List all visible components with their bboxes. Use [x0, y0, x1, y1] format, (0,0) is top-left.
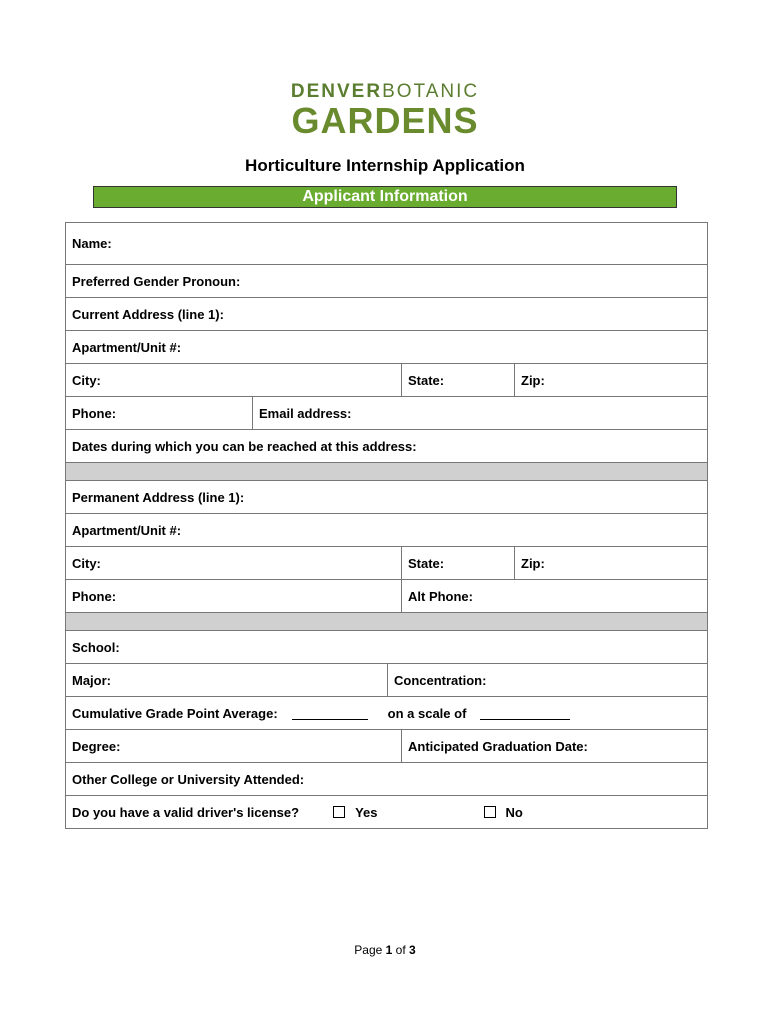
phone1-field[interactable]	[66, 397, 252, 429]
footer-page-total: 3	[409, 943, 416, 957]
name-field[interactable]	[66, 223, 707, 264]
alt-phone-label: Alt Phone:	[408, 588, 473, 604]
yes-checkbox[interactable]	[333, 806, 345, 818]
zip2-field[interactable]	[514, 547, 707, 579]
degree-field[interactable]	[66, 730, 401, 762]
email-label: Email address:	[259, 405, 352, 421]
email-field[interactable]	[252, 397, 707, 429]
phone-alt-phone-row	[66, 580, 707, 613]
pronoun-field[interactable]	[66, 265, 707, 297]
grad-date-field[interactable]	[401, 730, 707, 762]
gpa-blank[interactable]	[292, 707, 368, 720]
footer-page-number: 1	[385, 943, 393, 957]
concentration-field[interactable]	[387, 664, 707, 696]
city1-label: City:	[72, 372, 101, 388]
scale-blank[interactable]	[480, 707, 570, 720]
degree-label: Degree:	[72, 738, 121, 754]
dates-field[interactable]	[66, 430, 707, 462]
major-field[interactable]	[66, 664, 387, 696]
page-title: Horticulture Internship Application	[245, 156, 525, 175]
apt1-row	[66, 331, 707, 364]
apt2-label: Apartment/Unit #:	[72, 522, 182, 538]
scale-label: on a scale of	[387, 705, 467, 721]
name-row	[66, 223, 707, 265]
gpa-label: Cumulative Grade Point Average:	[72, 705, 278, 721]
logo-line1-bold: DENVER	[290, 81, 383, 102]
permanent-address-field[interactable]	[66, 481, 707, 513]
name-label: Name:	[72, 236, 112, 251]
school-label: School:	[72, 639, 120, 655]
section-header: Applicant Information	[93, 186, 677, 208]
denver-botanic-gardens-logo	[0, 82, 770, 140]
alt-phone-field[interactable]	[401, 580, 707, 612]
apt2-row	[66, 514, 707, 547]
major-row	[66, 664, 707, 697]
major-label: Major:	[72, 672, 111, 688]
license-row	[66, 796, 707, 829]
permanent-address-label: Permanent Address (line 1):	[72, 489, 245, 505]
degree-row	[66, 730, 707, 763]
phone-email-row	[66, 397, 707, 430]
phone2-field[interactable]	[66, 580, 401, 612]
phone2-label: Phone:	[72, 588, 117, 604]
zip1-label: Zip:	[521, 372, 545, 388]
pronoun-row	[66, 265, 707, 298]
license-question	[66, 796, 707, 828]
dates-row	[66, 430, 707, 463]
yes-label: Yes	[355, 804, 378, 820]
section-divider-2	[66, 613, 707, 631]
current-address-field[interactable]	[66, 298, 707, 330]
footer-page-word: Page	[354, 943, 383, 957]
state2-label: State:	[408, 555, 445, 571]
concentration-label: Concentration:	[394, 672, 487, 688]
applicant-form	[65, 222, 708, 829]
apt1-label: Apartment/Unit #:	[72, 339, 182, 355]
apt1-field[interactable]	[66, 331, 707, 363]
gpa-field[interactable]	[66, 697, 707, 729]
logo-line1-regular: BOTANIC	[382, 81, 480, 102]
city2-field[interactable]	[66, 547, 401, 579]
city1-field[interactable]	[66, 364, 401, 396]
footer-of-word: of	[395, 943, 406, 957]
other-college-field[interactable]	[66, 763, 707, 795]
section-divider	[66, 463, 707, 481]
current-address-row	[66, 298, 707, 331]
phone1-label: Phone:	[72, 405, 117, 421]
state1-field[interactable]	[401, 364, 514, 396]
zip1-field[interactable]	[514, 364, 707, 396]
page-footer	[0, 943, 770, 957]
pronoun-label: Preferred Gender Pronoun:	[72, 273, 241, 289]
permanent-address-row	[66, 481, 707, 514]
state1-label: State:	[408, 372, 445, 388]
school-row	[66, 631, 707, 664]
city-state-zip-row-1	[66, 364, 707, 397]
city2-label: City:	[72, 555, 101, 571]
grad-date-label: Anticipated Graduation Date:	[408, 738, 588, 754]
school-field[interactable]	[66, 631, 707, 663]
state2-field[interactable]	[401, 547, 514, 579]
other-college-row	[66, 763, 707, 796]
current-address-label: Current Address (line 1):	[72, 306, 224, 322]
no-checkbox[interactable]	[484, 806, 496, 818]
logo-line2: GARDENS	[291, 100, 479, 141]
no-label: No	[505, 804, 523, 820]
apt2-field[interactable]	[66, 514, 707, 546]
city-state-zip-row-2	[66, 547, 707, 580]
other-college-label: Other College or University Attended:	[72, 771, 305, 787]
zip2-label: Zip:	[521, 555, 545, 571]
dates-label: Dates during which you can be reached at this address:	[72, 438, 417, 454]
gpa-row	[66, 697, 707, 730]
license-label: Do you have a valid driver's license?	[72, 804, 300, 820]
